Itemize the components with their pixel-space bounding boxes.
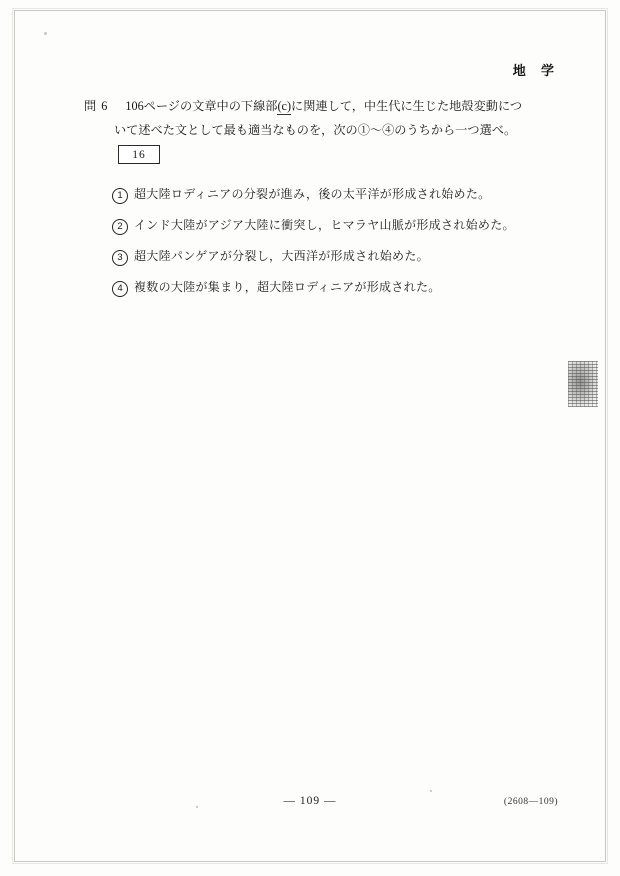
choice-text-1: 超大陸ロディニアの分裂が進み，後の太平洋が形成され始めた。	[134, 187, 491, 201]
choice-list	[112, 186, 552, 310]
scan-dot-right	[430, 790, 432, 792]
question-line-1	[84, 95, 534, 119]
choice-number-1: 1	[112, 188, 134, 204]
question-block	[84, 95, 534, 143]
choice-option-4[interactable]	[112, 279, 552, 297]
underline-marker: (c)	[277, 99, 292, 113]
choice-option-3[interactable]	[112, 248, 552, 266]
question-label: 問 6	[84, 99, 109, 113]
choice-option-2[interactable]	[112, 217, 552, 235]
footer-code: (2608—109)	[503, 797, 558, 807]
ink-smudge	[568, 361, 598, 407]
subject-title: 地 学	[512, 63, 560, 78]
choice-number-4: 4	[112, 281, 134, 297]
choice-number-3: 3	[112, 250, 134, 266]
choice-option-1[interactable]	[112, 186, 552, 204]
scan-speck	[44, 32, 47, 35]
question-text-post: に関連して，中生代に生じた地殻変動につ	[291, 99, 523, 113]
choice-text-3: 超大陸パンゲアが分裂し，大西洋が形成され始めた。	[134, 249, 429, 263]
choice-text-4: 複数の大陸が集まり，超大陸ロディニアが形成された。	[134, 280, 441, 294]
choice-number-2: 2	[112, 219, 134, 235]
page-number: — 109 —	[283, 795, 337, 807]
question-text-pre: 106ページの文章中の下線部	[125, 99, 278, 113]
answer-number-box: 16	[118, 145, 160, 164]
question-line-2: いて述べた文として最も適当なものを，次の①～④のうちから一つ選べ。	[114, 122, 517, 137]
choice-text-2: インド大陸がアジア大陸に衝突し，ヒマラヤ山脈が形成され始めた。	[134, 218, 515, 232]
